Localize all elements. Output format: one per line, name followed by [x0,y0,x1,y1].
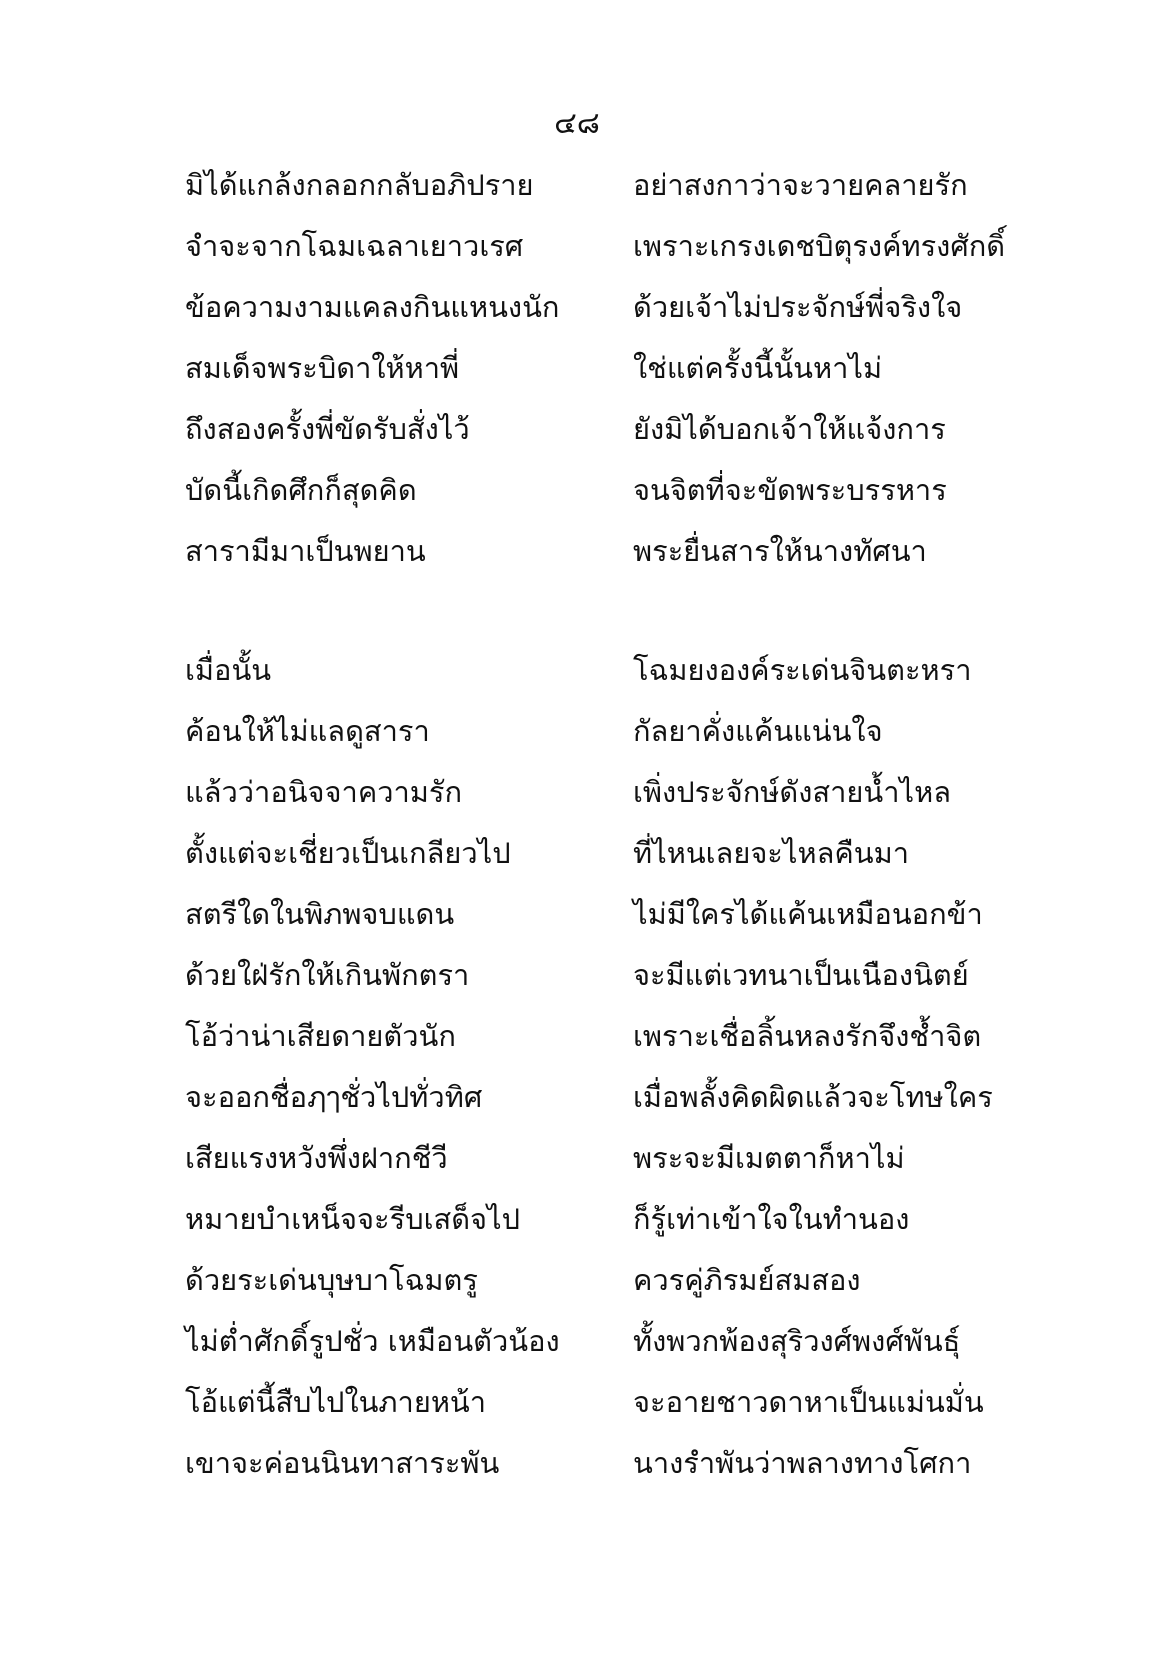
verse-left: ด้วยใฝ่รักให้เกินพักตรา [185,958,470,992]
verse-left: ถึงสองครั้งพี่ขัดรับสั่งไว้ [185,412,470,446]
verse-line [0,1321,1154,1382]
verse-left: สารามีมาเป็นพยาน [185,534,426,568]
verse-left: ด้วยระเด่นบุษบาโฉมตรู [185,1263,478,1297]
verse-left: โอ้แต่นี้สืบไปในภายหน้า [185,1385,487,1419]
verse-left: บัดนี้เกิดศึกก็สุดคิด [185,473,417,507]
verse-right: นางรำพันว่าพลางทางโศกา [633,1446,972,1480]
verse-right: พระยื่นสารให้นางทัศนา [633,534,927,568]
verse-right: จนจิตที่จะขัดพระบรรหาร [633,473,947,507]
verse-right: พระจะมีเมตตาก็หาไม่ [633,1141,905,1175]
verse-right: ทั้งพวกพ้องสุริวงศ์พงศ์พันธุ์ [633,1324,961,1358]
verse-line [0,772,1154,833]
stanza-1 [0,165,1154,592]
verse-line [0,1260,1154,1321]
verse-left: เขาจะค่อนนินทาสาระพัน [185,1446,500,1480]
verse-left: สมเด็จพระบิดาให้หาพี่ [185,351,460,385]
verse-left: ข้อความงามแคลงกินแหนงนัก [185,290,560,324]
verse-left: สตรีใดในพิภพจบแดน [185,897,455,931]
verse-line [0,348,1154,409]
verse-line [0,226,1154,287]
verse-left: แล้วว่าอนิจจาความรัก [185,775,463,809]
verse-line [0,1138,1154,1199]
verse-right: เพิ่งประจักษ์ดังสายน้ำไหล [633,775,951,809]
verse-left: ค้อนให้ไม่แลดูสารา [185,714,430,748]
verse-line [0,1443,1154,1504]
verse-line [0,1077,1154,1138]
verse-left: เมื่อนั้น [185,653,272,687]
verse-line [0,531,1154,592]
verse-left: มิได้แกล้งกลอกกลับอภิปราย [185,168,534,202]
verse-right: ด้วยเจ้าไม่ประจักษ์พี่จริงใจ [633,290,963,324]
verse-left: จะออกชื่อฦๅชั่วไปทั่วทิศ [185,1080,483,1114]
verse-right: ไม่มีใครได้แค้นเหมือนอกข้า [633,897,983,931]
verse-right: เพราะเชื่อลิ้นหลงรักจึงช้ำจิต [633,1019,982,1053]
verse-left: ไม่ต่ำศักดิ์รูปชั่ว เหมือนตัวน้อง [185,1324,560,1358]
verse-line [0,470,1154,531]
verse-line [0,1199,1154,1260]
verse-line [0,287,1154,348]
verse-left: ตั้งแต่จะเชี่ยวเป็นเกลียวไป [185,836,511,870]
verse-right: ก็รู้เท่าเข้าใจในทำนอง [633,1202,910,1236]
verse-right: โฉมยงองค์ระเด่นจินตะหรา [633,653,972,687]
verse-left: หมายบำเหน็จจะรีบเสด็จไป [185,1202,521,1236]
verse-right: ที่ไหนเลยจะไหลคืนมา [633,836,909,870]
verse-left: โอ้ว่าน่าเสียดายตัวนัก [185,1019,456,1053]
verse-line [0,650,1154,711]
verse-left: จำจะจากโฉมเฉลาเยาวเรศ [185,229,524,263]
verse-right: จะมีแต่เวทนาเป็นเนืองนิตย์ [633,958,969,992]
verse-line [0,409,1154,470]
verse-left: เสียแรงหวังพึ่งฝากชีวี [185,1141,448,1175]
verse-line [0,894,1154,955]
verse-line [0,955,1154,1016]
verse-line [0,711,1154,772]
verse-right: กัลยาคั่งแค้นแน่นใจ [633,714,883,748]
verse-right: ใช่แต่ครั้งนี้นั้นหาไม่ [633,351,883,385]
verse-line [0,165,1154,226]
verse-right: จะอายชาวดาหาเป็นแม่นมั่น [633,1385,984,1419]
page-number: ๔๘ [554,106,600,141]
verse-right: อย่าสงกาว่าจะวายคลายรัก [633,168,968,202]
verse-right: เพราะเกรงเดชบิตุรงค์ทรงศักดิ์ [633,229,1006,263]
verse-line [0,1016,1154,1077]
verse-line [0,833,1154,894]
verse-right: เมื่อพลั้งคิดผิดแล้วจะโทษใคร [633,1080,993,1114]
verse-right: ยังมิได้บอกเจ้าให้แจ้งการ [633,412,946,446]
verse-line [0,1382,1154,1443]
verse-right: ควรคู่ภิรมย์สมสอง [633,1263,861,1297]
stanza-2 [0,650,1154,1504]
